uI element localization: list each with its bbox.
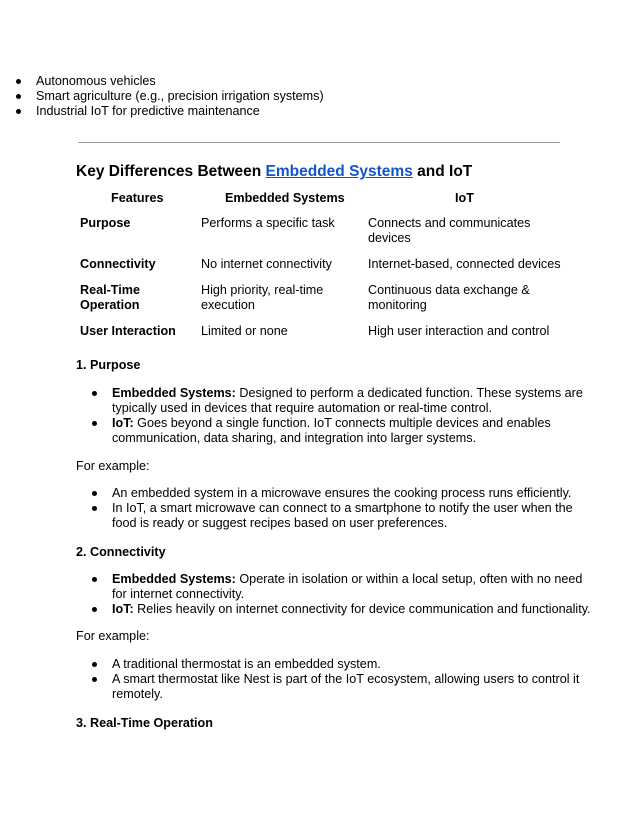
table-cell-iot: High user interaction and control <box>368 324 550 338</box>
list-item: IoT: Relies heavily on internet connectivity for device communication and functionality. <box>76 602 596 617</box>
bullet-icon <box>92 677 97 682</box>
purpose-bullet-list <box>76 386 596 446</box>
embedded-systems-link[interactable]: Embedded Systems <box>265 163 413 180</box>
section-heading: Key Differences Between Embedded Systems and IoT <box>76 163 473 180</box>
table-cell-iot: Continuous data exchange & monitoring <box>368 283 530 312</box>
example-label: For example: <box>76 459 150 473</box>
table-cell-embedded: No internet connectivity <box>201 257 332 271</box>
horizontal-divider <box>78 142 560 143</box>
list-item: IoT: Goes beyond a single function. IoT connects multiple devices and enables communication, data sharing, and integration into larger systems. <box>76 416 596 446</box>
example-label: For example: <box>76 629 150 643</box>
table-cell-iot: Internet-based, connected devices <box>368 257 561 271</box>
list-item: Industrial IoT for predictive maintenance <box>0 104 560 119</box>
list-item: Autonomous vehicles <box>0 74 560 89</box>
bullet-icon <box>92 421 97 426</box>
section-title-connectivity: 2. Connectivity <box>76 545 166 559</box>
table-cell-feature: Connectivity <box>80 257 156 271</box>
list-item: A smart thermostat like Nest is part of the IoT ecosystem, allowing users to control it remotely. <box>76 672 596 702</box>
table-cell-embedded: Performs a specific task <box>201 216 335 230</box>
intro-bullet-list <box>0 74 560 119</box>
list-item: Embedded Systems: Designed to perform a dedicated function. These systems are typically used in devices that require automation or real-time control. <box>76 386 596 416</box>
bullet-icon <box>92 506 97 511</box>
bullet-icon <box>92 577 97 582</box>
section-title-real-time-operation: 3. Real-Time Operation <box>76 716 213 730</box>
bullet-icon <box>92 391 97 396</box>
bullet-icon <box>92 662 97 667</box>
bullet-icon <box>92 491 97 496</box>
list-item: Embedded Systems: Operate in isolation or within a local setup, often with no need for internet connectivity. <box>76 572 596 602</box>
section-title-purpose: 1. Purpose <box>76 358 141 372</box>
table-cell-feature: Purpose <box>80 216 131 230</box>
connectivity-bullet-list <box>76 572 596 617</box>
bullet-icon <box>92 607 97 612</box>
table-cell-feature: User Interaction <box>80 324 176 338</box>
table-cell-embedded: High priority, real-time execution <box>201 283 324 312</box>
purpose-example-list <box>76 486 596 531</box>
bullet-icon <box>16 109 21 114</box>
list-item: An embedded system in a microwave ensures the cooking process runs efficiently. <box>76 486 596 501</box>
table-header-embedded: Embedded Systems <box>225 191 345 205</box>
table-cell-embedded: Limited or none <box>201 324 288 338</box>
bullet-icon <box>16 79 21 84</box>
list-item: Smart agriculture (e.g., precision irrigation systems) <box>0 89 560 104</box>
table-header-features: Features <box>111 191 164 205</box>
table-cell-iot: Connects and communicates devices <box>368 216 531 245</box>
connectivity-example-list <box>76 657 596 702</box>
list-item: In IoT, a smart microwave can connect to a smartphone to notify the user when the food is ready or suggest recipes based on user preferences. <box>76 501 596 531</box>
list-item: A traditional thermostat is an embedded system. <box>76 657 596 672</box>
table-cell-feature: Real-Time Operation <box>80 283 140 312</box>
bullet-icon <box>16 94 21 99</box>
table-header-iot: IoT <box>455 191 474 205</box>
